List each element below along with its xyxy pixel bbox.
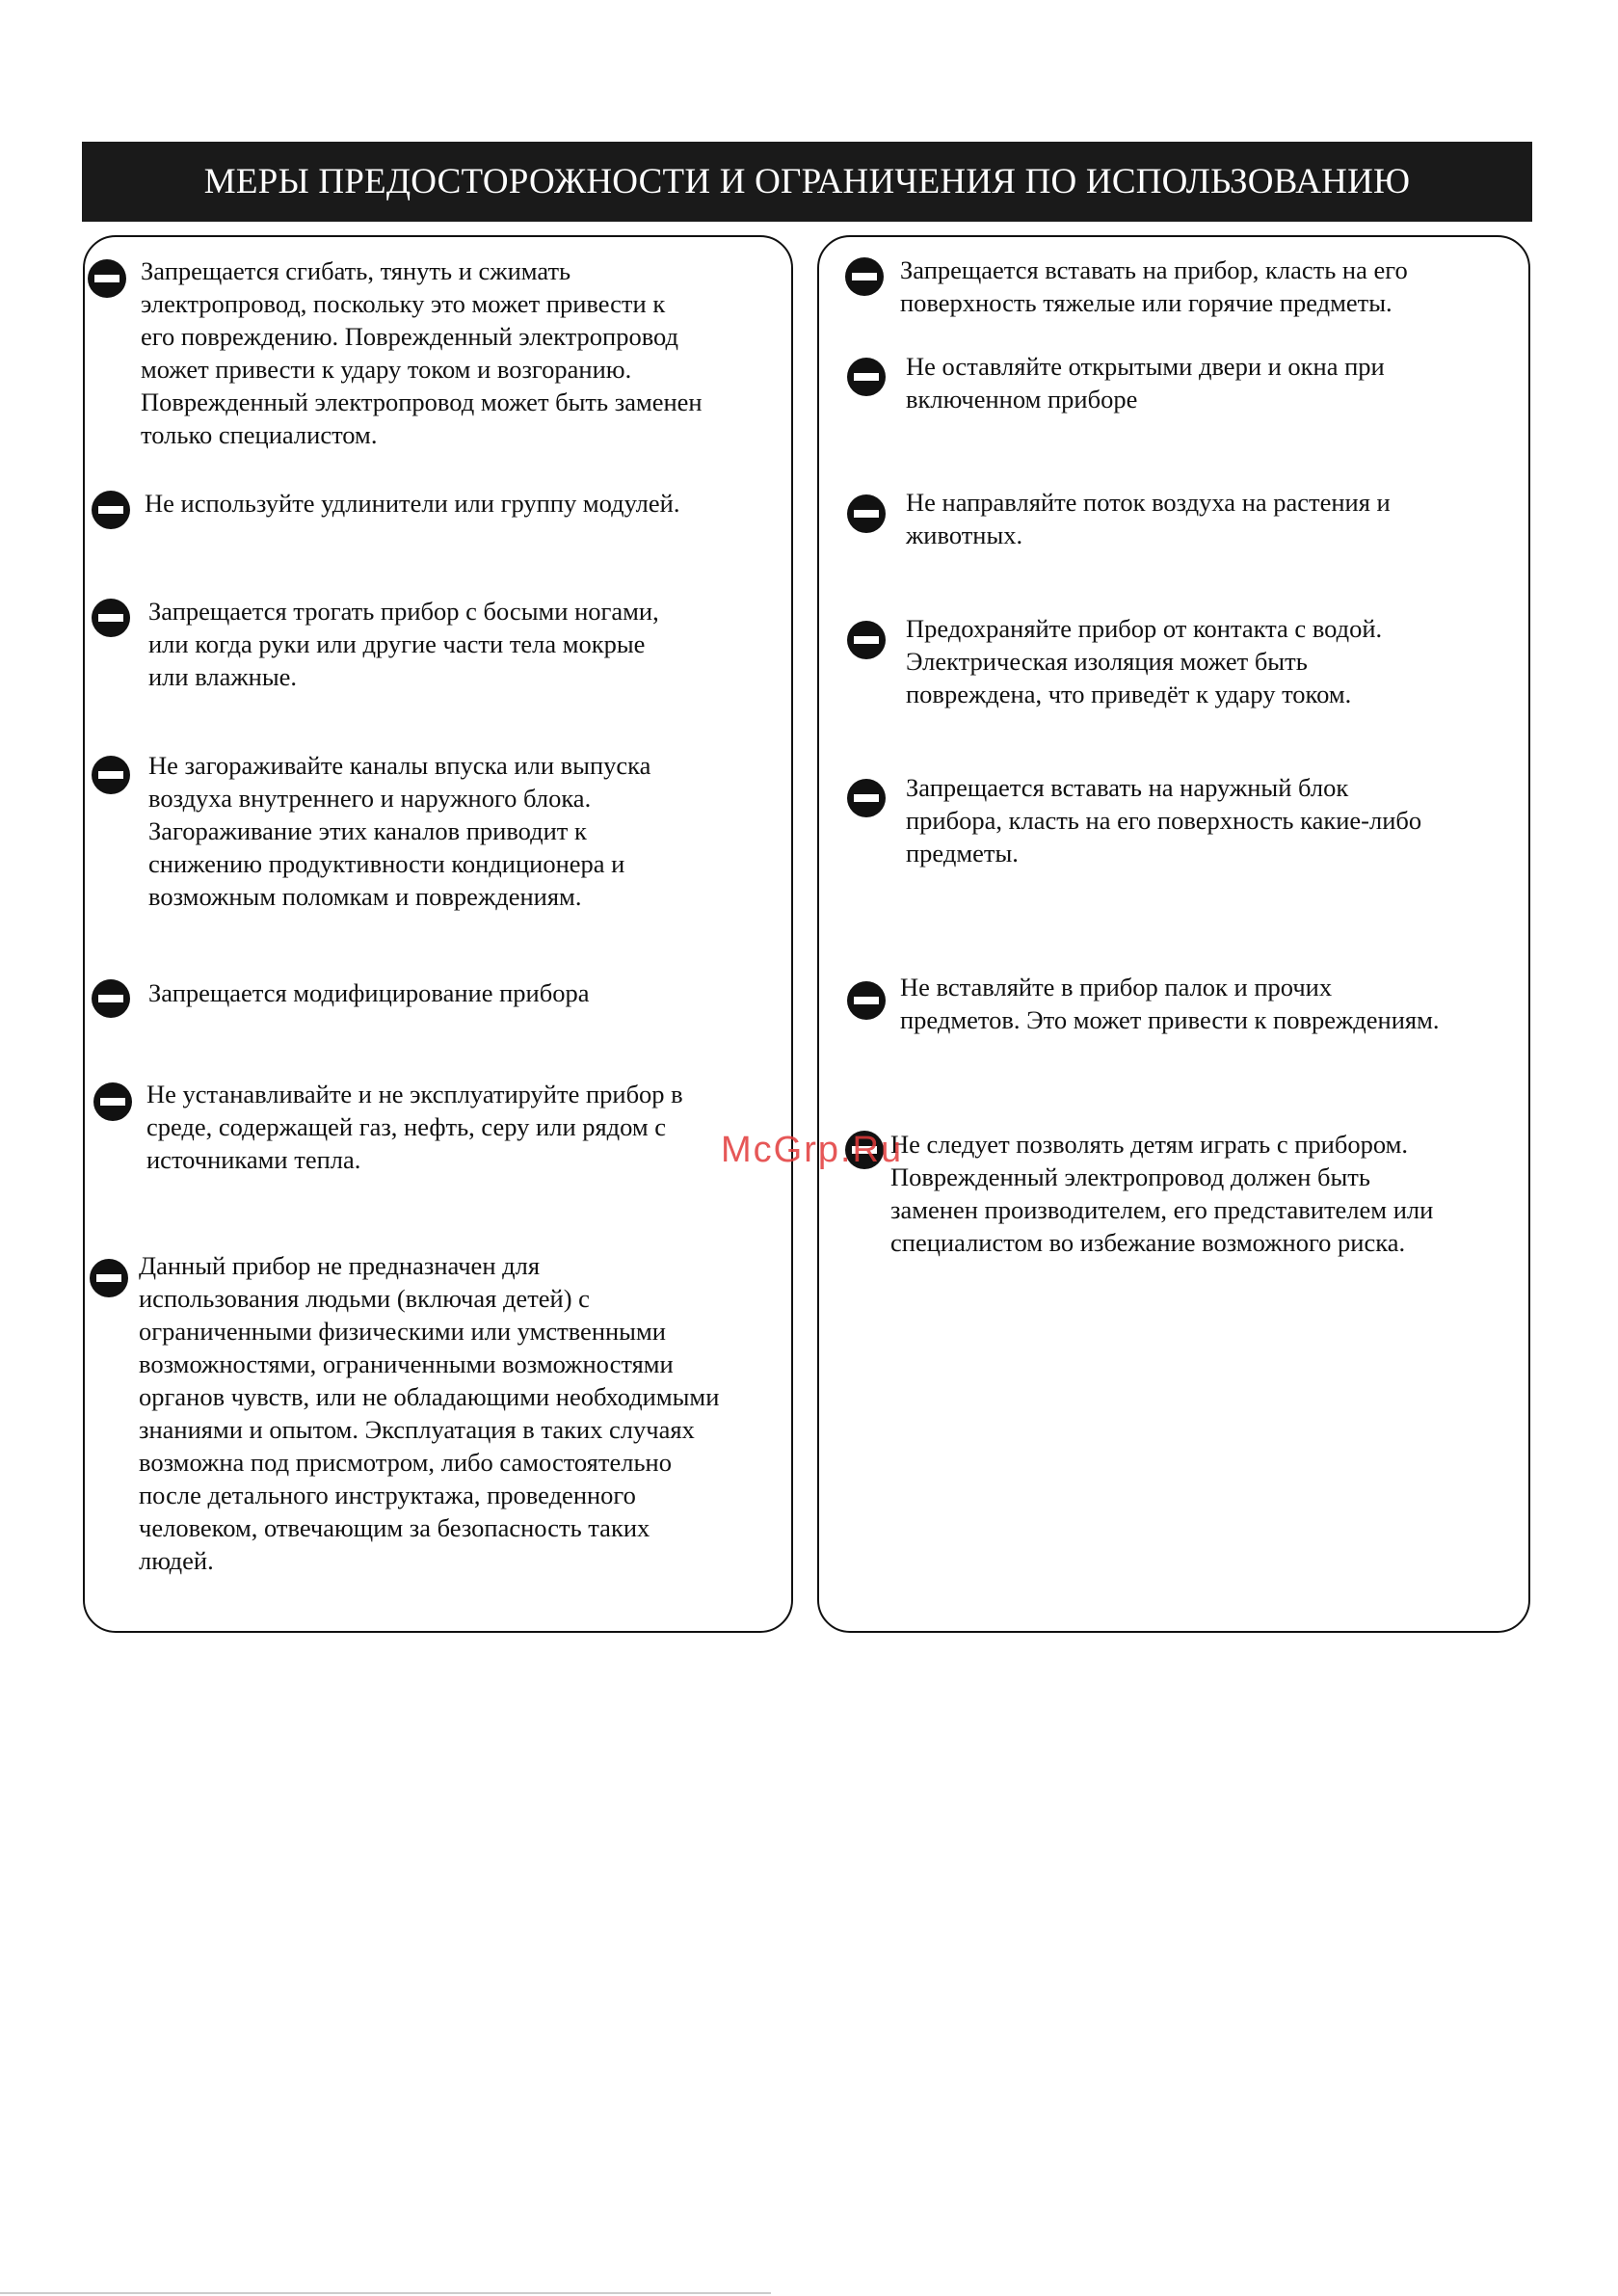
left-item-7-text: Данный прибор не предназначен для использования людьми (включая детей) с ограниченными физическими или умственными возможностями, ограниченными возможностями органов чувств, или не обладающими необходимыми знаниями и опытом. Эксплуатация в таких случаях возможна под присмотром, либо самостоятельно после детального инструктажа, проведенного человеком, отвечающим за безопасность таких людей. [139, 1251, 720, 1575]
prohibition-icon [846, 357, 887, 397]
right-item-7-text: Не следует позволять детям играть с прибором. Поврежденный электропровод должен быть заменен производителем, его представителем или специалистом во избежание возможного риска. [890, 1130, 1434, 1257]
left-item-5-text: Запрещается модифицирование прибора [148, 978, 590, 1007]
footer-divider [0, 2292, 771, 2294]
left-item-1-text: Запрещается сгибать, тянуть и сжимать электропровод, поскольку это может привести к его повреждению. Поврежденный электропровод может привести к удару током и возгоранию. Поврежденный электропровод может быть заменен только специалистом. [141, 256, 703, 449]
prohibition-icon [87, 258, 127, 299]
right-item-1-text: Запрещается вставать на прибор, класть на его поверхность тяжелые или горячие предметы. [900, 255, 1408, 317]
right-item-3-text: Не направляйте поток воздуха на растения и животных. [906, 488, 1391, 549]
prohibition-icon [846, 494, 887, 534]
right-item-4-text: Предохраняйте прибор от контакта с водой. Электрическая изоляция может быть повреждена, что приведёт к удару током. [906, 614, 1383, 708]
prohibition-icon [91, 978, 131, 1019]
prohibition-icon [89, 1258, 129, 1298]
right-item-6-text: Не вставляйте в прибор палок и прочих предметов. Это может привести к повреждениям. [900, 973, 1440, 1034]
left-item-3-text: Запрещается трогать прибор с босыми ногами, или когда руки или другие части тела мокрые или влажные. [148, 597, 659, 691]
left-item-4-text: Не загораживайте каналы впуска или выпуска воздуха внутреннего и наружного блока. Загораживание этих каналов приводит к снижению продуктивности кондиционера и возможным поломкам и повреждениям. [148, 751, 651, 911]
prohibition-icon [846, 778, 887, 818]
right-item-5-text: Запрещается вставать на наружный блок прибора, класть на его поверхность какие-либо предметы. [906, 773, 1422, 868]
prohibition-icon [91, 755, 131, 795]
page-title: МЕРЫ ПРЕДОСТОРОЖНОСТИ И ОГРАНИЧЕНИЯ ПО ИСПОЛЬЗОВАНИЮ [82, 142, 1532, 222]
prohibition-icon [91, 490, 131, 530]
prohibition-icon [846, 620, 887, 660]
watermark: McGrp.Ru [721, 1130, 904, 1170]
left-item-6-text: Не устанавливайте и не эксплуатируйте прибор в среде, содержащей газ, нефть, серу или рядом с источниками тепла. [146, 1080, 683, 1174]
prohibition-icon [91, 598, 131, 638]
prohibition-icon [846, 980, 887, 1021]
left-item-2-text: Не используйте удлинители или группу модулей. [145, 489, 680, 518]
prohibition-icon [93, 1081, 133, 1122]
right-panel [817, 235, 1530, 1633]
prohibition-icon [844, 256, 885, 297]
right-item-2-text: Не оставляйте открытыми двери и окна при включенном приборе [906, 352, 1385, 414]
